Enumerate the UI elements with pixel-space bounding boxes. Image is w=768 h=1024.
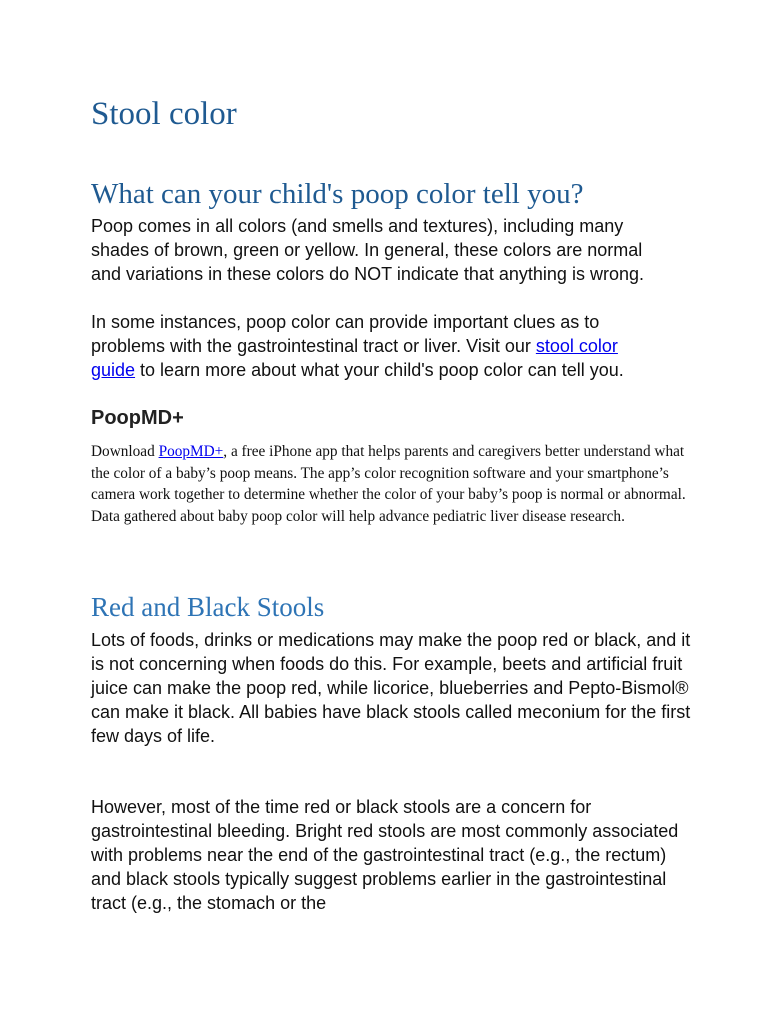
intro-paragraph-2 — [91, 310, 661, 382]
app-heading: PoopMD+ — [91, 407, 184, 429]
intro-paragraph-1: Poop comes in all colors (and smells and textures), including many shades of brown, green or yellow. In general, these colors are normal and variations in these colors do NOT indicate that anything is wrong. — [91, 216, 644, 284]
intro-paragraph-2-text-before: In some instances, poop color can provide important clues as to problems with the gastrointestinal tract or liver. Visit our — [91, 312, 600, 356]
red-black-paragraph-1: Lots of foods, drinks or medications may make the poop red or black, and it is not concerning when foods do this. For example, beets and artificial fruit juice can make the poop red, while licorice, blueberries and Pepto-Bismol® can make it black. All babies have black stools called meconium for the first few days of life. — [91, 630, 691, 746]
stool-color-guide-link[interactable]: stool color guide — [91, 336, 618, 380]
page-title: Stool color — [91, 96, 237, 132]
red-black-paragraph-2: However, most of the time red or black stools are a concern for gastrointestinal bleeding. Bright red stools are most commonly associated with problems near the end of the gastrointestinal tract (e.g., the rectum) and black stools typically suggest problems earlier in the gastrointestinal tract (e.g., the stomach or the — [91, 797, 679, 913]
red-black-heading: Red and Black Stools — [91, 592, 325, 622]
intro-paragraph-2-text-after: to learn more about what your child's poop color can tell you. — [135, 360, 624, 380]
poopmd-link[interactable]: PoopMD+ — [158, 443, 224, 460]
app-paragraph — [91, 441, 691, 527]
app-paragraph-text-after: , a free iPhone app that helps parents and caregivers better understand what the color of a baby’s poop means. The app’s color recognition software and your smartphone’s camera work together to determine whether the color of your baby’s poop is normal or abnormal. Data gathered about baby poop color will help advance pediatric liver disease research. — [91, 443, 686, 525]
intro-heading: What can your child's poop color tell you? — [91, 178, 584, 210]
app-paragraph-text-before: Download — [91, 443, 159, 460]
